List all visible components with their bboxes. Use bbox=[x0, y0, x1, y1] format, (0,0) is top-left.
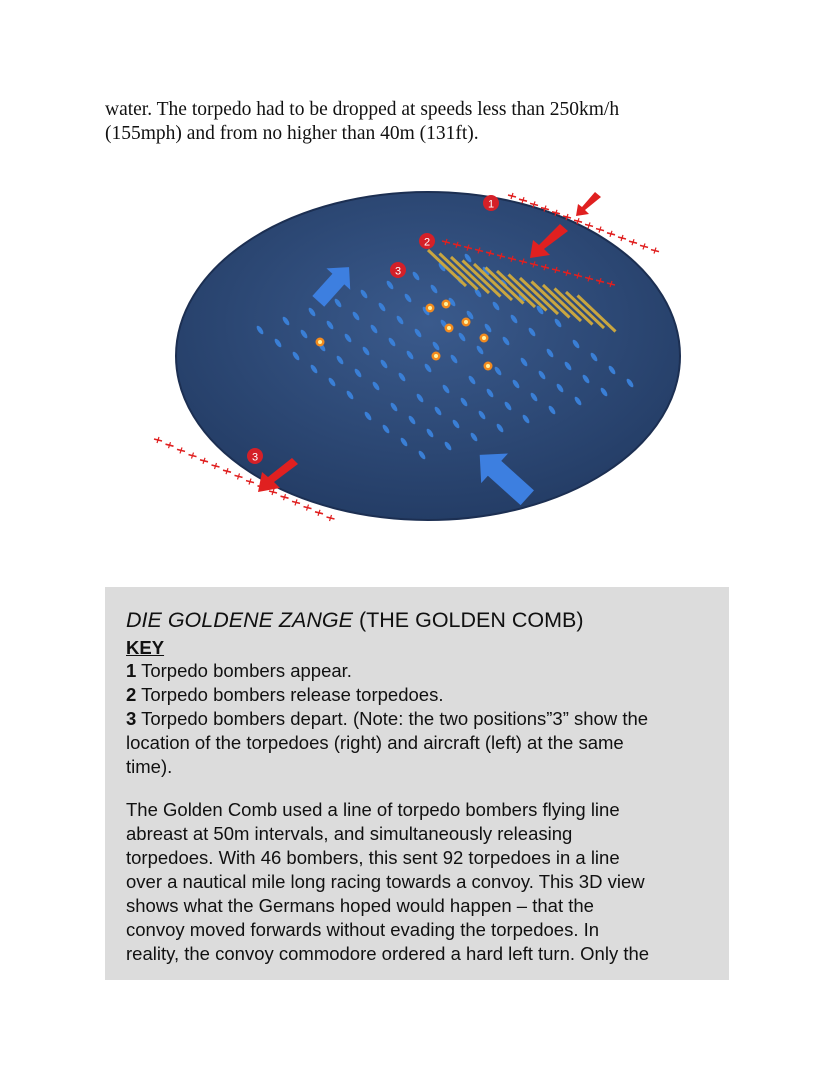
paragraph-line: reality, the convoy commodore ordered a hard left turn. Only the bbox=[126, 943, 650, 964]
marker-2 bbox=[419, 233, 435, 249]
key-item-3: 3 Torpedo bombers depart. (Note: the two positions”3” show the bbox=[126, 708, 649, 729]
marker-1 bbox=[483, 195, 499, 211]
paragraph-line: The Golden Comb used a line of torpedo bombers flying line bbox=[126, 799, 620, 820]
intro-line: (155mph) and from no higher than 40m (131ft). bbox=[105, 123, 479, 144]
explosion-core bbox=[486, 364, 490, 368]
paragraph-line: torpedoes. With 46 bombers, this sent 92 torpedoes in a line bbox=[126, 847, 620, 868]
explosion-core bbox=[482, 336, 486, 340]
paragraph-line: abreast at 50m intervals, and simultaneously releasing bbox=[126, 823, 573, 844]
paragraph-line: over a nautical mile long racing towards a convoy. This 3D view bbox=[126, 871, 645, 892]
box-title bbox=[126, 607, 709, 634]
svg-text:3: 3 bbox=[251, 451, 259, 464]
paragraph-line: convoy moved forwards without evading the torpedoes. In bbox=[126, 919, 600, 940]
svg-text:3: 3 bbox=[394, 265, 402, 278]
explosion-core bbox=[464, 320, 468, 324]
explosion-core bbox=[447, 326, 451, 330]
paragraph-line: shows what the Germans hoped would happen – that the bbox=[126, 895, 594, 916]
explosion-core bbox=[434, 354, 438, 358]
key-item-3-cont: location of the torpedoes (right) and aircraft (left) at the same bbox=[126, 732, 624, 753]
key-heading: KEY bbox=[126, 637, 165, 658]
marker-3-aircraft bbox=[247, 448, 263, 464]
title-italic: DIE GOLDENE ZANGE bbox=[126, 608, 353, 632]
bomber-arrow-1 bbox=[576, 192, 601, 216]
explosion-core bbox=[318, 340, 322, 344]
key-item-3-cont: time). bbox=[126, 756, 173, 777]
key-item-2: 2 Torpedo bombers release torpedoes. bbox=[126, 684, 444, 705]
explosion-core bbox=[428, 306, 432, 310]
explosion-core bbox=[444, 302, 448, 306]
intro-paragraph bbox=[105, 98, 745, 146]
title-rest: (THE GOLDEN COMB) bbox=[353, 608, 584, 632]
key-item-1: 1 Torpedo bombers appear. bbox=[126, 660, 352, 681]
intro-line: water. The torpedo had to be dropped at speeds less than 250km/h bbox=[105, 99, 620, 120]
svg-text:2: 2 bbox=[423, 236, 431, 249]
svg-text:1: 1 bbox=[487, 198, 495, 211]
golden-comb-diagram bbox=[140, 170, 700, 550]
marker-3-torpedoes bbox=[390, 262, 406, 278]
key-box bbox=[105, 587, 729, 980]
